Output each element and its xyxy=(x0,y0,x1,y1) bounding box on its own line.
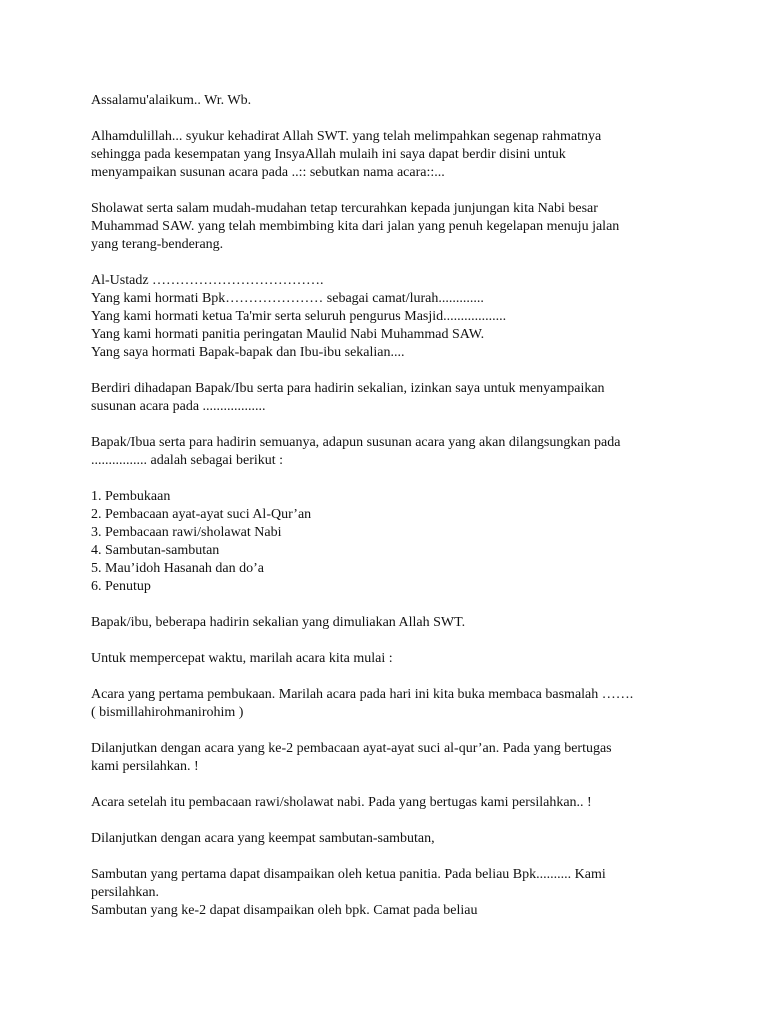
text-line: ( bismillahirohmanirohim ) xyxy=(91,705,244,720)
agenda-item: 1. Pembukaan xyxy=(91,489,171,504)
agenda-item: 4. Sambutan-sambutan xyxy=(91,543,220,558)
text-line: Acara yang pertama pembukaan. Marilah acara pada hari ini kita buka membaca basmalah ……. xyxy=(91,687,634,702)
greeting-line: Assalamu'alaikum.. Wr. Wb. xyxy=(91,93,252,108)
document-page xyxy=(91,92,691,938)
paragraph-start xyxy=(91,650,691,668)
paragraph-agenda-intro xyxy=(91,434,691,470)
agenda-item: 5. Mau’idoh Hasanah dan do’a xyxy=(91,561,265,576)
paragraph-quran xyxy=(91,740,691,776)
text-line: persilahkan. xyxy=(91,885,160,900)
text-line: susunan acara pada .................. xyxy=(91,399,266,414)
text-line: Alhamdulillah... syukur kehadirat Allah SWT. yang telah melimpahkan segenap rahmatnya xyxy=(91,129,602,144)
text-line: ................ adalah sebagai berikut : xyxy=(91,453,284,468)
text-line: Dilanjutkan dengan acara yang keempat sambutan-sambutan, xyxy=(91,831,435,846)
text-line: sehingga pada kesempatan yang InsyaAllah mulaih ini saya dapat berdir disini untuk xyxy=(91,147,566,162)
text-line: Bapak/ibu, beberapa hadirin sekalian yang dimuliakan Allah SWT. xyxy=(91,615,466,630)
paragraph-sholawat xyxy=(91,200,691,254)
text-line: kami persilahkan. ! xyxy=(91,759,199,774)
text-line: Dilanjutkan dengan acara yang ke-2 pembacaan ayat-ayat suci al-qur’an. Pada yang bertugas xyxy=(91,741,612,756)
paragraph-opening xyxy=(91,128,691,182)
paragraph-respects xyxy=(91,272,691,362)
paragraph-permission xyxy=(91,380,691,416)
text-line: Acara setelah itu pembacaan rawi/sholawat nabi. Pada yang bertugas kami persilahkan.. ! xyxy=(91,795,592,810)
text-line: Sambutan yang pertama dapat disampaikan oleh ketua panitia. Pada beliau Bpk.......... Kami xyxy=(91,867,606,882)
text-line: Sambutan yang ke-2 dapat disampaikan oleh bpk. Camat pada beliau xyxy=(91,903,478,918)
text-line: Berdiri dihadapan Bapak/Ibu serta para hadirin sekalian, izinkan saya untuk menyampaikan xyxy=(91,381,605,396)
paragraph-opening-act xyxy=(91,686,691,722)
paragraph-rawi xyxy=(91,794,691,812)
respect-line: Yang kami hormati ketua Ta'mir serta seluruh pengurus Masjid.................. xyxy=(91,309,507,324)
text-line: yang terang-benderang. xyxy=(91,237,224,252)
respect-line: Yang kami hormati Bpk………………… sebagai camat/lurah............. xyxy=(91,291,484,306)
text-line: Muhammad SAW. yang telah membimbing kita dari jalan yang penuh kegelapan menuju jalan xyxy=(91,219,620,234)
respect-line: Al-Ustadz ………………………………. xyxy=(91,273,324,288)
paragraph-sambutan xyxy=(91,866,691,920)
paragraph-sambutan-intro xyxy=(91,830,691,848)
respect-line: Yang kami hormati panitia peringatan Maulid Nabi Muhammad SAW. xyxy=(91,327,485,342)
agenda-item: 3. Pembacaan rawi/sholawat Nabi xyxy=(91,525,282,540)
text-line: Bapak/Ibua serta para hadirin semuanya, adapun susunan acara yang akan dilangsungkan pada xyxy=(91,435,621,450)
greeting xyxy=(91,92,691,110)
text-line: Untuk mempercepat waktu, marilah acara kita mulai : xyxy=(91,651,393,666)
agenda-item: 6. Penutup xyxy=(91,579,151,594)
agenda-item: 2. Pembacaan ayat-ayat suci Al-Qur’an xyxy=(91,507,312,522)
agenda-list xyxy=(91,488,691,596)
paragraph-address xyxy=(91,614,691,632)
text-line: menyampaikan susunan acara pada ..:: sebutkan nama acara::... xyxy=(91,165,445,180)
text-line: Sholawat serta salam mudah-mudahan tetap tercurahkan kepada junjungan kita Nabi besar xyxy=(91,201,598,216)
respect-line: Yang saya hormati Bapak-bapak dan Ibu-ibu sekalian.... xyxy=(91,345,405,360)
